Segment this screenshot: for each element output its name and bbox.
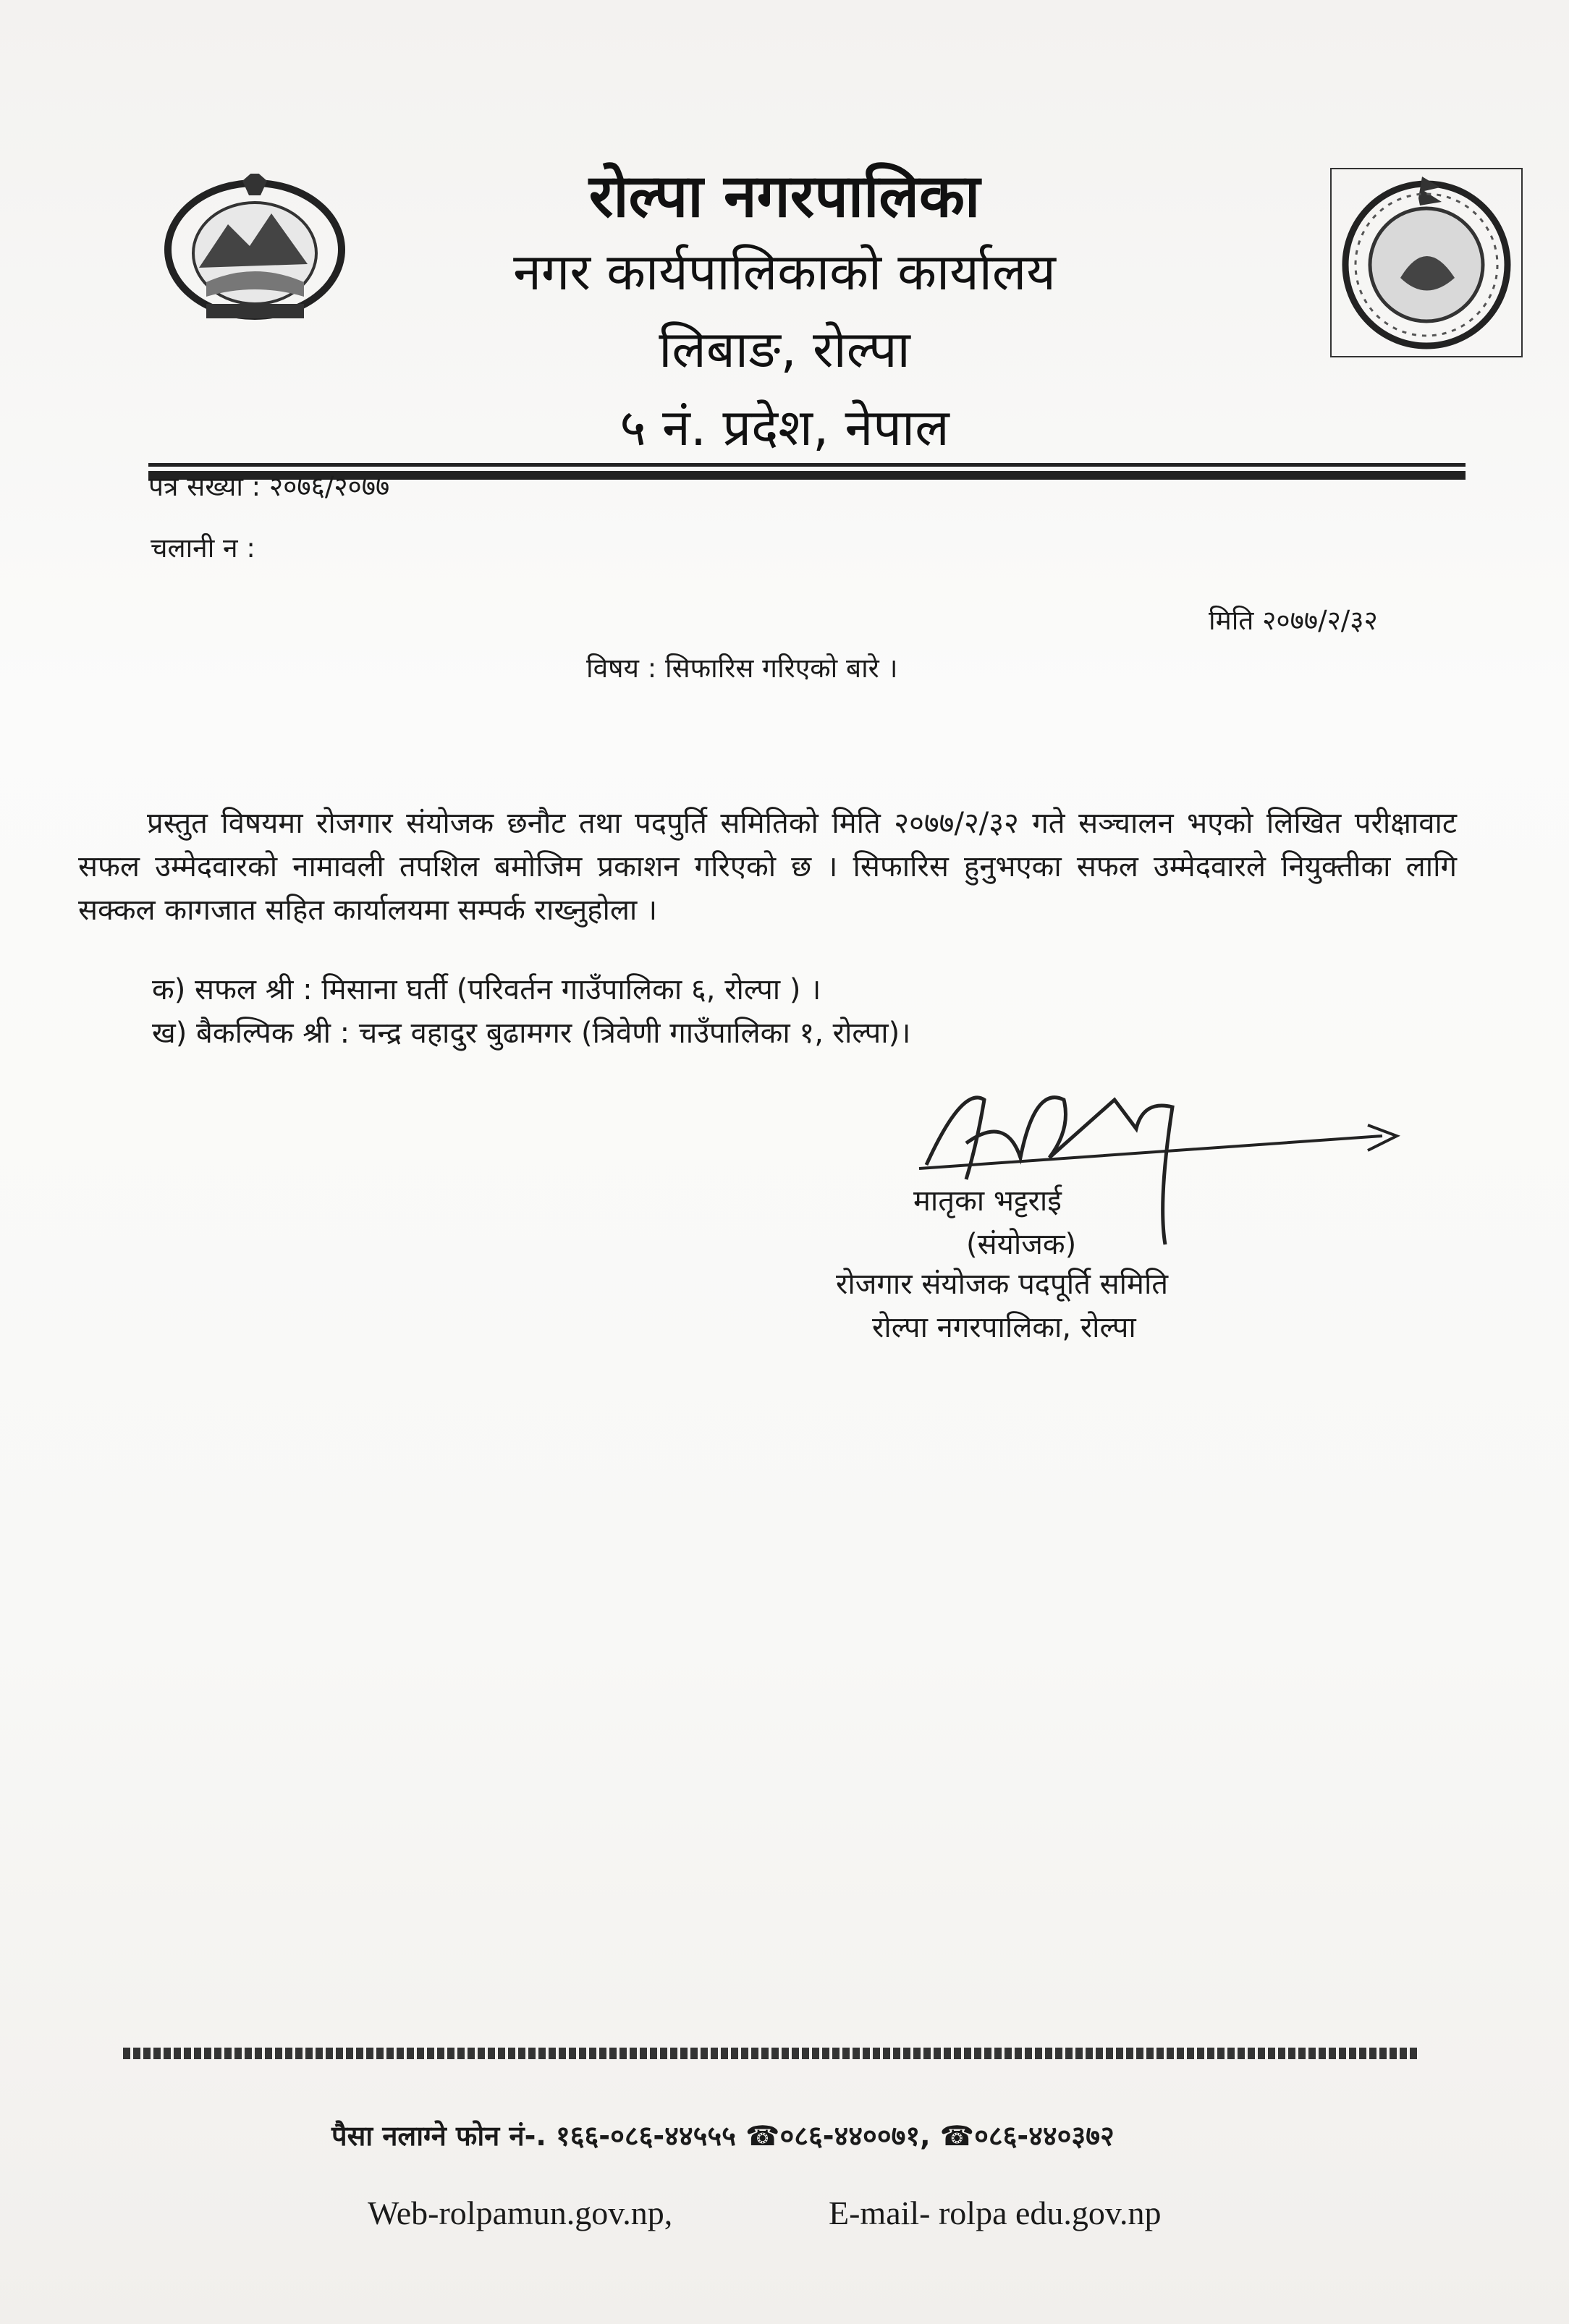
footer-divider [123, 2048, 1418, 2059]
signer-office: रोल्पा नगरपालिका, रोल्पा [872, 1311, 1136, 1344]
footer-phone: पैसा नलाग्ने फोन नं-. १६६-०८६-४४५५५ ☎०८६-४४००७१, ☎०८६-४४०३७२ [331, 2120, 1115, 2152]
letter-date: मिति २०७७/२/३२ [1209, 605, 1378, 636]
province-country: ५ नं. प्रदेश, नेपाल [619, 398, 950, 457]
dispatch-number: चलानी न : [151, 533, 255, 564]
selected-candidate: क) सफल श्री : मिसाना घर्ती (परिवर्तन गाउँपालिका ६, रोल्पा ) । [152, 973, 821, 1006]
alternate-candidate: ख) बैकल्पिक श्री : चन्द्र वहादुर बुढामगर (त्रिवेणी गाउँपालिका १, रोल्पा)। [152, 1017, 911, 1050]
footer-email: E-mail- rolpa edu.gov.np [829, 2194, 1162, 2231]
signer-name: मातृका भट्टराई [913, 1184, 1062, 1218]
signer-committee: रोजगार संयोजक पदपूर्ति समिति [836, 1268, 1169, 1301]
footer-website: Web-rolpamun.gov.np, [368, 2194, 673, 2231]
letter-subject: विषय : सिफारिस गरिएको बारे । [586, 653, 898, 684]
signer-role: (संयोजक) [966, 1228, 1077, 1261]
letter-body: प्रस्तुत विषयमा रोजगार संयोजक छनौट तथा पदपुर्ति समितिको मिति २०७७/२/३२ गते सञ्चालन भएको लिखित परीक्षावाट सफल उम्मेदवारको नामावली तपशिल बमोजिम प्रकाशन गरिएको छ । सिफारिस हुनुभएका सफल उम्मेदवारले नियुक्तीका लागि सक्कल कागजात सहित कार्यालयमा सम्पर्क राख्नुहोला । [78, 807, 1457, 927]
reference-number: पत्र सख्या : २०७६/२०७७ [148, 471, 390, 502]
municipality-name: रोल्पा नगरपालिका [588, 162, 981, 231]
office-location: लिबाङ, रोल्पा [659, 320, 910, 379]
office-name: नगर कार्यपालिकाको कार्यालय [513, 242, 1056, 302]
